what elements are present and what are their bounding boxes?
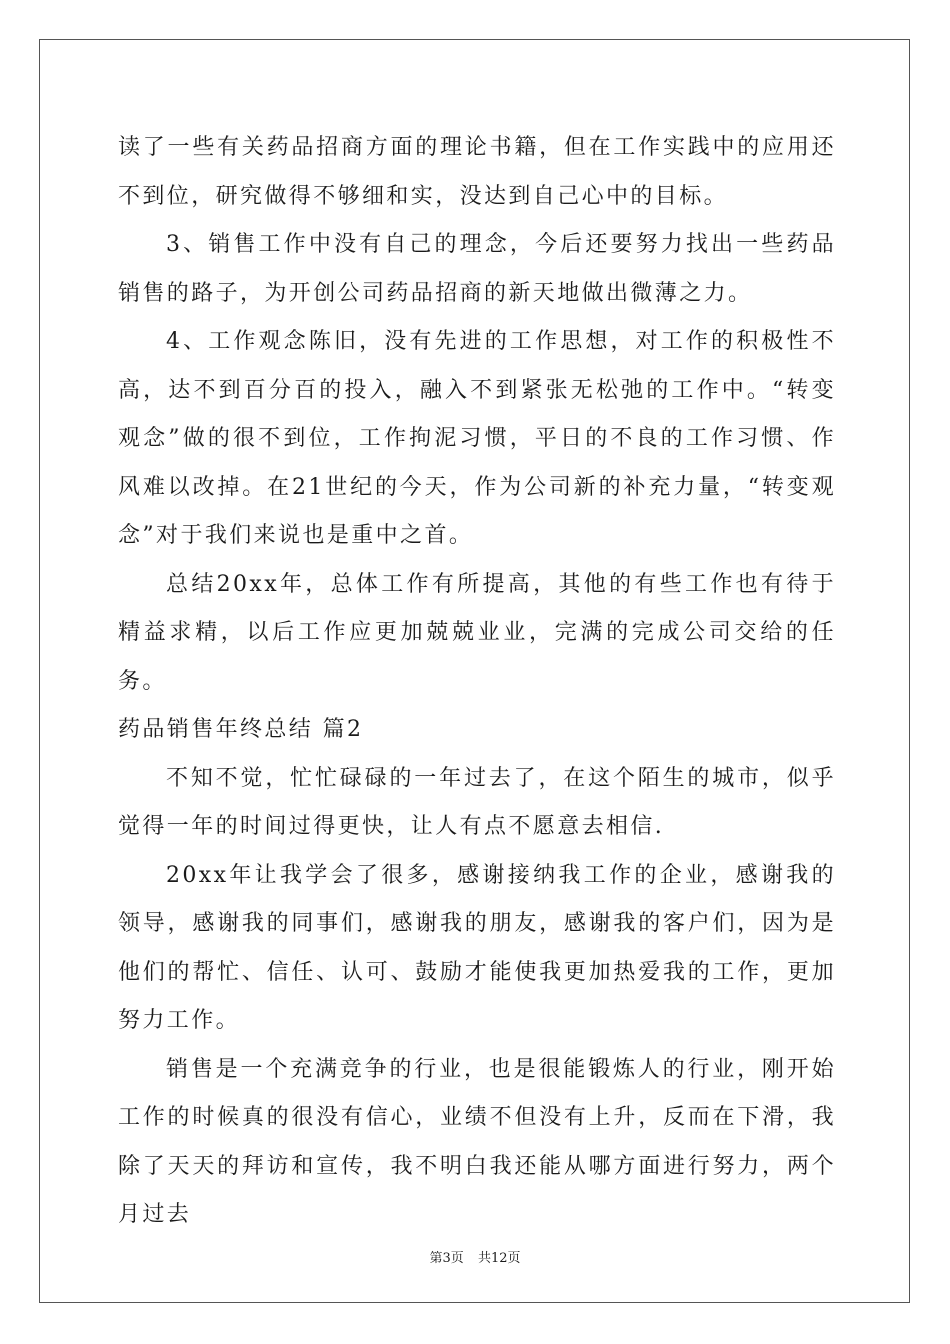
page-footer [0, 1247, 950, 1266]
section-heading: 药品销售年终总结 篇2 [118, 717, 364, 742]
paragraph-intro: 不知不觉，忙忙碌碌的一年过去了，在这个陌生的城市，似乎觉得一年的时间过得更快，让人有点不愿意去相信. [118, 765, 836, 839]
current-page-label: 第3页 [429, 1251, 464, 1266]
total-pages-label: 共12页 [477, 1251, 521, 1266]
document-body [118, 124, 836, 1240]
paragraph-continuation: 读了一些有关药品招商方面的理论书籍，但在工作实践中的应用还不到位，研究做得不够细和实，没达到自己心中的目标。 [118, 135, 836, 209]
paragraph-sales: 销售是一个充满竞争的行业，也是很能锻炼人的行业，刚开始工作的时候真的很没有信心，业绩不但没有上升，反而在下滑，我除了天天的拜访和宣传，我不明白我还能从哪方面进行努力，两个月过去 [118, 1056, 836, 1227]
paragraph-item-3: 3、销售工作中没有自己的理念，今后还要努力找出一些药品销售的路子，为开创公司药品招商的新天地做出微薄之力。 [118, 232, 836, 306]
paragraph-thanks: 20xx年让我学会了很多，感谢接纳我工作的企业，感谢我的领导，感谢我的同事们，感谢我的朋友，感谢我的客户们，因为是他们的帮忙、信任、认可、鼓励才能使我更加热爱我的工作，更加努力工作。 [118, 862, 836, 1033]
paragraph-item-4: 4、工作观念陈旧，没有先进的工作思想，对工作的积极性不高，达不到百分百的投入，融入不到紧张无松弛的工作中。“转变观念”做的很不到位，工作拘泥习惯，平日的不良的工作习惯、作风难以改掉。在21世纪的今天，作为公司新的补充力量，“转变观念”对于我们来说也是重中之首。 [118, 329, 836, 548]
paragraph-summary: 总结20xx年，总体工作有所提高，其他的有些工作也有待于精益求精，以后工作应更加兢兢业业，完满的完成公司交给的任务。 [118, 571, 836, 694]
